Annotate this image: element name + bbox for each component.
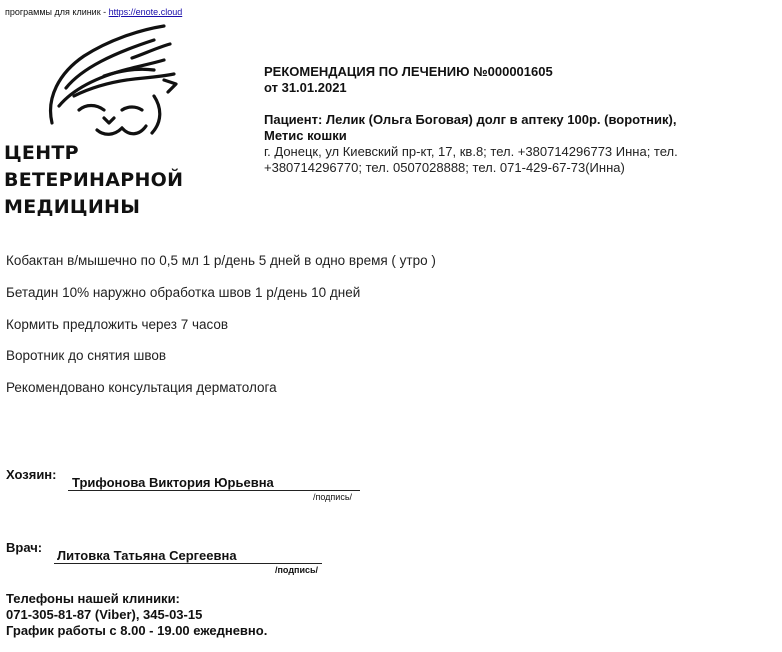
software-credit xyxy=(5,7,182,17)
recommendation-item: Кобактан в/мышечно по 0,5 мл 1 р/день 5 дней в одно время ( утро ) xyxy=(6,253,436,268)
footer-phones: 071-305-81-87 (Viber), 345-03-15 xyxy=(6,607,203,622)
software-credit-text: программы для клиник - xyxy=(5,7,109,17)
clinic-logo xyxy=(4,18,184,223)
doctor-name: Литовка Татьяна Сергеевна xyxy=(57,548,237,563)
owner-signature-line xyxy=(68,490,360,491)
recommendation-item: Бетадин 10% наружно обработка швов 1 р/день 10 дней xyxy=(6,285,361,300)
clinic-footer xyxy=(6,591,267,639)
patient-breed: Метис кошки xyxy=(264,128,347,143)
patient-info: Пациент: Лелик (Ольга Боговая) долг в аптеку 100р. (воротник), xyxy=(264,112,677,127)
logo-line-3: МЕДИЦИНЫ xyxy=(4,196,141,218)
doctor-label: Врач: xyxy=(6,540,43,555)
footer-hours: График работы с 8.00 - 19.00 ежедневно. xyxy=(6,623,268,638)
doctor-signature-hint: /подпись/ xyxy=(275,565,319,575)
doctor-signature-line xyxy=(54,563,322,564)
enote-link[interactable]: https://enote.cloud xyxy=(108,7,183,17)
owner-signature-hint: /подпись/ xyxy=(313,492,353,502)
logo-line-1: ЦЕНТР xyxy=(4,142,79,164)
cat-hand-drawing-icon xyxy=(4,18,184,138)
document-header xyxy=(264,64,764,176)
footer-phones-title: Телефоны нашей клиники: xyxy=(6,591,180,606)
document-title: РЕКОМЕНДАЦИЯ ПО ЛЕЧЕНИЮ №000001605 xyxy=(264,64,553,79)
owner-address-line-1: г. Донецк, ул Киевский пр-кт, 17, кв.8; тел. +380714296773 Инна; тел. xyxy=(264,144,678,159)
recommendation-item: Воротник до снятия швов xyxy=(6,348,167,363)
document-date: от 31.01.2021 xyxy=(264,80,347,95)
recommendation-item: Рекомендовано консультация дерматолога xyxy=(6,380,277,395)
logo-line-2: ВЕТЕРИНАРНОЙ xyxy=(4,169,184,191)
recommendation-item: Кормить предложить через 7 часов xyxy=(6,317,229,332)
owner-label: Хозяин: xyxy=(6,467,57,482)
owner-address-line-2: +380714296770; тел. 0507028888; тел. 071-429-67-73(Инна) xyxy=(264,160,625,175)
owner-name: Трифонова Виктория Юрьевна xyxy=(72,475,274,490)
